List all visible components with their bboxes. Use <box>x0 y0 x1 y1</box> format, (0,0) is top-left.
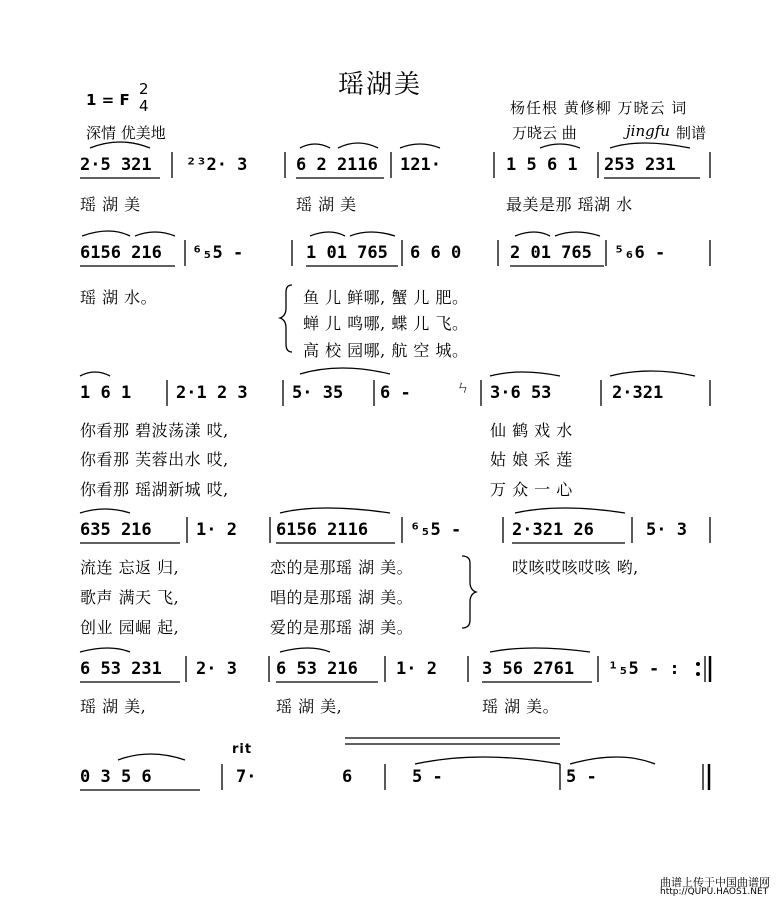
lyric-line: 瑶 湖 美, <box>276 697 343 716</box>
verse-line: 姑 娘 采 莲 <box>490 450 573 469</box>
measure-notes: ⁶₅5 - <box>410 520 462 540</box>
measure-notes: 1· 2 <box>396 659 437 679</box>
footer-site-name: 曲谱上传于中国曲谱网 <box>660 876 770 889</box>
measure-notes: 3·6 53 <box>490 383 552 403</box>
measure-notes: 0 3 5 6 <box>80 767 152 787</box>
verse-line: 鱼 儿 鲜哪, 蟹 儿 肥。 <box>303 288 469 307</box>
measure-notes: 6 - <box>380 383 411 403</box>
time-signature-bottom: 4 <box>139 97 149 115</box>
lyric-line: 最美是那 瑶湖 水 <box>506 195 633 214</box>
footer-site-url: http://QUPU.HAOS1.NET <box>660 887 769 897</box>
measure-notes: 5· 35 <box>292 383 344 403</box>
lyric-line: 瑶 湖 水。 <box>80 288 158 307</box>
lyric-line: 瑶 湖 美。 <box>482 697 560 716</box>
arranger-suffix: 制谱 <box>676 124 707 142</box>
measure-notes: 253 231 <box>604 155 676 175</box>
measure-notes: ⁶₅5 - <box>192 243 244 263</box>
measure-notes: 3 56 2761 <box>482 659 575 679</box>
measure-notes: 121· <box>400 155 441 175</box>
verse-line: 蝉 儿 鸣哪, 蝶 儿 飞。 <box>303 314 469 333</box>
verse-line: 歌声 满天 飞, <box>80 588 180 607</box>
measure-notes: 2·321 26 <box>512 520 594 540</box>
lyric-line: 瑶 湖 美 <box>296 195 357 214</box>
measure-notes: 1 5 6 1 <box>506 155 578 175</box>
time-signature-top: 2 <box>139 80 149 98</box>
measure-notes: 5 - <box>412 767 443 787</box>
measure-notes: 7· <box>236 767 257 787</box>
measure-notes: 6 2 2116 <box>296 155 378 175</box>
measure-notes: 6156 216 <box>80 243 162 263</box>
verse-line: 你看那 碧波荡漾 哎, <box>80 421 229 440</box>
verse-line: 创业 园崛 起, <box>80 618 180 637</box>
key-signature: 1 = F <box>86 91 130 109</box>
measure-notes: 1 01 765 <box>306 243 388 263</box>
verse-line: 你看那 瑶湖新城 哎, <box>80 480 229 499</box>
arranger-name: jingfu <box>626 122 670 140</box>
measure-notes: 2·321 <box>612 383 664 403</box>
measure-notes: 5· 3 <box>646 520 687 540</box>
tempo-marking: rit <box>232 742 253 757</box>
measure-notes: ⁵₆6 - <box>614 243 666 263</box>
measure-notes: 6 6 0 <box>410 243 462 263</box>
measure-notes: 1 6 1 <box>80 383 132 403</box>
verse-line: 高 校 园哪, 航 空 城。 <box>303 341 469 360</box>
verse-line: 万 众 一 心 <box>490 480 573 499</box>
verse-line: 流连 忘返 归, <box>80 558 180 577</box>
lyric-line: 瑶 湖 美 <box>80 195 141 214</box>
verse-line: 唱的是那瑶 湖 美。 <box>270 588 414 607</box>
lyric-line: 瑶 湖 美, <box>80 697 147 716</box>
measure-notes: 6 <box>342 767 353 787</box>
composer: 万晓云 曲 <box>512 124 577 142</box>
verse-line: 你看那 芙蓉出水 哎, <box>80 450 229 469</box>
measure-notes: 2·5 321 <box>80 155 152 175</box>
verse-line: 爱的是那瑶 湖 美。 <box>270 618 414 637</box>
measure-notes: 2· 3 <box>196 659 237 679</box>
measure-notes: 6 53 231 <box>80 659 162 679</box>
measure-notes: 6 53 216 <box>276 659 358 679</box>
refrain-line: 哎咳哎咳哎咳 哟, <box>512 558 639 577</box>
lyricists: 杨任根 黄修柳 万晓云 词 <box>510 99 688 117</box>
measure-notes: ²³2· 3 <box>186 155 248 175</box>
verse-line: 恋的是那瑶 湖 美。 <box>270 558 414 577</box>
measure-notes: 6156 2116 <box>276 520 369 540</box>
measure-notes: 2 01 765 <box>510 243 592 263</box>
measure-notes: ¹₅5 - : <box>608 659 680 679</box>
measure-notes: 5 - <box>566 767 597 787</box>
page-title: 瑶湖美 <box>338 70 423 100</box>
measure-notes: 2·1 2 3 <box>176 383 248 403</box>
verse-line: 仙 鹤 戏 水 <box>490 421 573 440</box>
measure-notes: 1· 2 <box>196 520 237 540</box>
measure-notes: 635 216 <box>80 520 152 540</box>
expression-mark: 深情 优美地 <box>86 124 166 142</box>
svg-text:ㄣ: ㄣ <box>456 380 470 396</box>
